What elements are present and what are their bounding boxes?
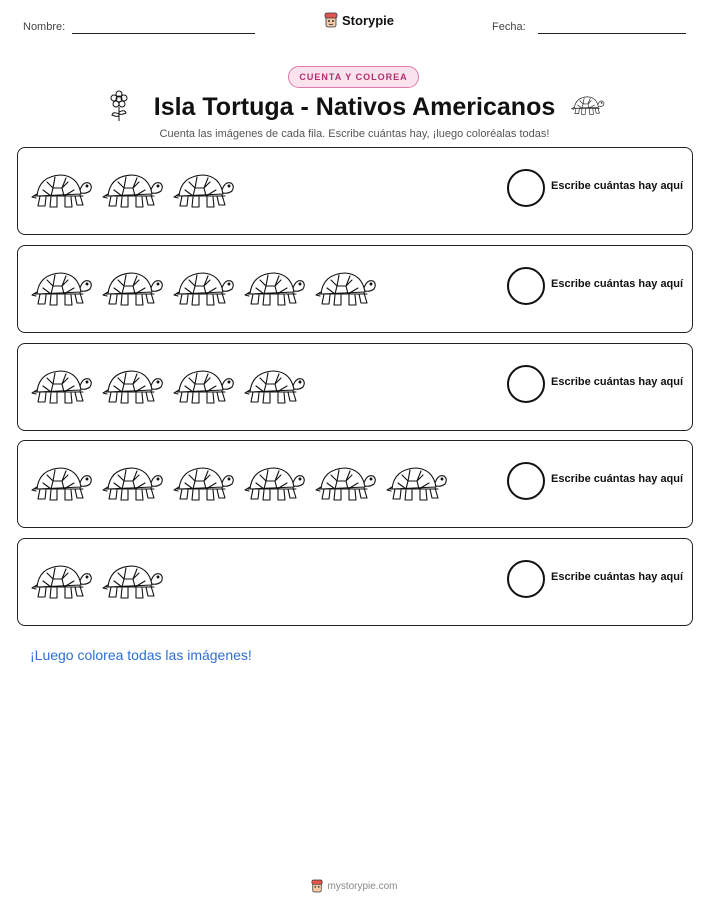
footer-url[interactable]: mystorypie.com xyxy=(327,880,398,892)
turtle-group xyxy=(31,168,235,212)
brand-name: Storypie xyxy=(342,12,395,28)
footer-note: ¡Luego colorea todas las imágenes! xyxy=(30,647,252,663)
counting-row xyxy=(17,245,693,333)
turtle-icon xyxy=(315,266,377,310)
counting-row xyxy=(17,538,693,626)
answer-circle[interactable] xyxy=(507,169,545,207)
turtle-icon xyxy=(173,266,235,310)
storypie-mascot-icon xyxy=(324,12,338,28)
counting-row xyxy=(17,440,693,528)
turtle-icon xyxy=(386,461,448,505)
turtle-icon xyxy=(31,559,93,603)
turtle-icon xyxy=(571,93,605,117)
turtle-group xyxy=(31,461,448,505)
answer-prompt: Escribe cuántas hay aquí xyxy=(551,571,684,583)
turtle-icon xyxy=(244,364,306,408)
turtle-icon xyxy=(173,364,235,408)
answer-circle[interactable] xyxy=(507,462,545,500)
turtle-group xyxy=(31,559,164,603)
name-label: Nombre: xyxy=(23,21,66,33)
turtle-icon xyxy=(31,266,93,310)
turtle-icon xyxy=(31,364,93,408)
turtle-icon xyxy=(102,364,164,408)
counting-row xyxy=(17,147,693,235)
turtle-group xyxy=(31,364,306,408)
page-title: Isla Tortuga - Nativos Americanos xyxy=(153,93,556,121)
name-line[interactable] xyxy=(72,33,255,34)
answer-prompt: Escribe cuántas hay aquí xyxy=(551,278,684,290)
turtle-icon xyxy=(315,461,377,505)
turtle-group xyxy=(31,266,377,310)
activity-tag: CUENTA Y COLOREA xyxy=(288,66,419,88)
answer-circle[interactable] xyxy=(507,365,545,403)
answer-circle[interactable] xyxy=(507,560,545,598)
turtle-icon xyxy=(102,266,164,310)
date-label: Fecha: xyxy=(492,21,526,33)
answer-prompt: Escribe cuántas hay aquí xyxy=(551,376,684,388)
turtle-icon xyxy=(102,559,164,603)
date-line[interactable] xyxy=(538,33,686,34)
turtle-icon xyxy=(244,266,306,310)
turtle-icon xyxy=(102,461,164,505)
storypie-logo xyxy=(324,12,394,28)
turtle-icon xyxy=(31,461,93,505)
footer-brand xyxy=(0,879,709,893)
turtle-icon xyxy=(173,461,235,505)
turtle-icon xyxy=(31,168,93,212)
turtle-icon xyxy=(173,168,235,212)
turtle-icon xyxy=(102,168,164,212)
instructions: Cuenta las imágenes de cada fila. Escribe cuántas hay, ¡luego coloréalas todas! xyxy=(159,128,550,140)
storypie-mascot-icon xyxy=(311,879,323,893)
answer-prompt: Escribe cuántas hay aquí xyxy=(551,473,684,485)
counting-row xyxy=(17,343,693,431)
answer-circle[interactable] xyxy=(507,267,545,305)
turtle-icon xyxy=(244,461,306,505)
answer-prompt: Escribe cuántas hay aquí xyxy=(551,180,684,192)
